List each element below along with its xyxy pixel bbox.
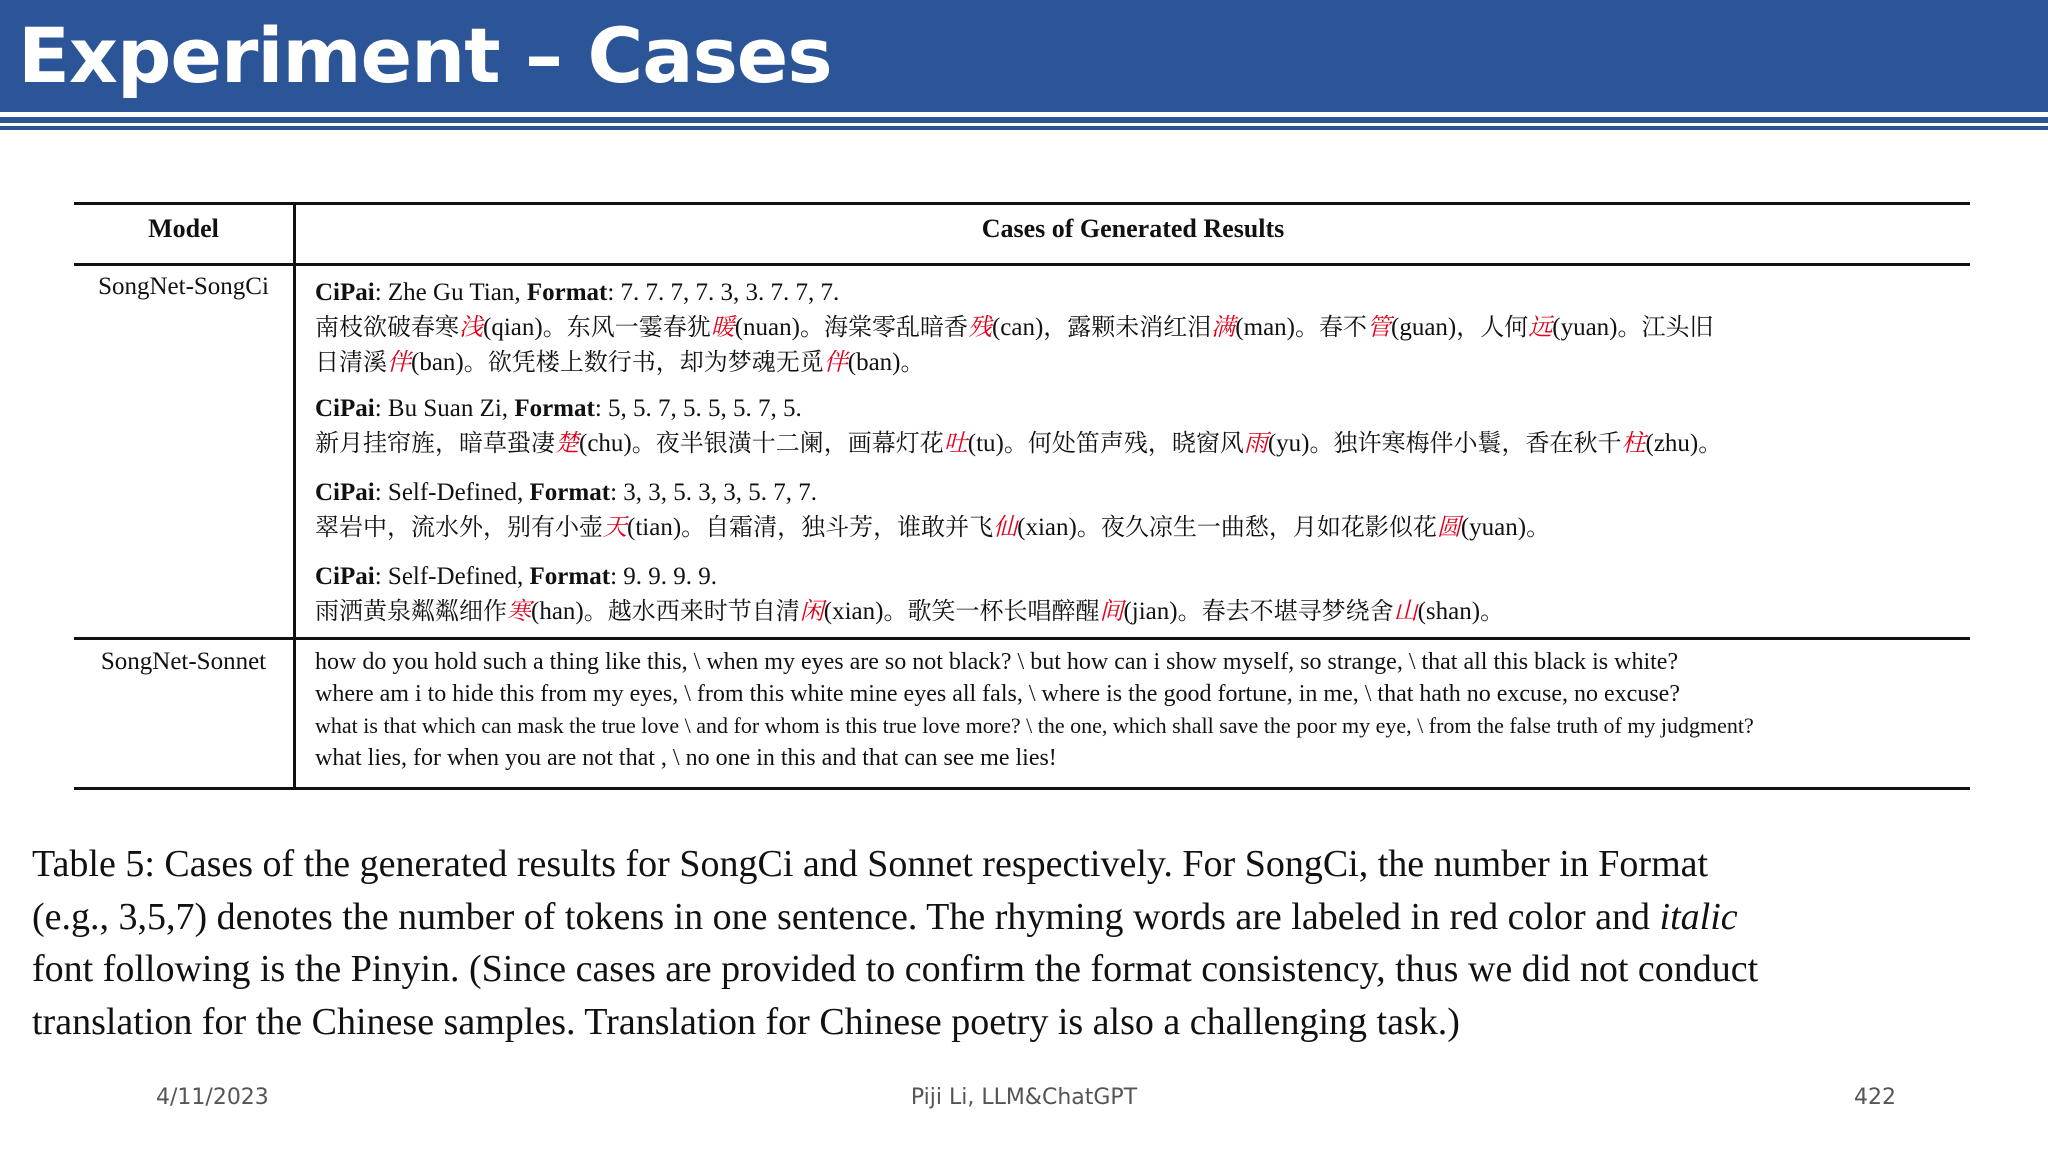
rhyme-word: 管 (1367, 313, 1391, 341)
rhyme-word: 寒 (507, 597, 531, 625)
table-bottom-rule (74, 787, 1970, 790)
poem-text: 。 (1480, 597, 1505, 625)
case-heading (315, 392, 1955, 426)
pinyin: (xian) (1017, 514, 1077, 541)
title-divider (0, 117, 2048, 123)
pinyin: (ban) (847, 349, 901, 376)
results-table (74, 202, 1970, 790)
caption-line: translation for the Chinese samples. Translation for Chinese poetry is also a challenging task.) (32, 1000, 1460, 1043)
format-value: : 9. 9. 9. 9. (610, 563, 718, 590)
poem-text: 日清溪 (315, 348, 387, 376)
pinyin: (yuan) (1460, 514, 1527, 541)
caption-text: (e.g., 3,5,7) denotes the number of tokens in one sentence. The rhyming words are labeled in red color and (32, 895, 1660, 938)
rhyme-word: 闲 (799, 597, 824, 625)
rhyme-word: 山 (1393, 597, 1418, 625)
rhyme-word: 雨 (1243, 429, 1268, 457)
rhyme-word: 浅 (459, 313, 483, 341)
pinyin: (chu) (579, 430, 632, 457)
poem-line (315, 510, 1955, 545)
caption-italic-word: italic (1659, 895, 1738, 938)
songci-case (315, 392, 1955, 461)
poem-text: 。 (900, 348, 925, 376)
poem-text: ，露颗未消红泪 (1043, 313, 1212, 341)
pinyin: (zhu) (1645, 430, 1699, 457)
table-header-rule (74, 263, 1970, 266)
poem-text: 。夜半银潢十二阑，画幕灯花 (631, 429, 944, 457)
caption-line: Table 5: Cases of the generated results for SongCi and Sonnet respectively. For SongCi, the number in Format (32, 843, 1709, 885)
poem-text: 雨洒黄泉粼粼细作 (315, 597, 507, 625)
pinyin: (nuan) (734, 314, 800, 341)
rhyme-word: 暖 (710, 313, 735, 341)
cipai-label: CiPai (315, 279, 375, 306)
pinyin: (qian) (483, 314, 543, 341)
poem-text: 。海棠零乱暗香 (799, 313, 968, 341)
pinyin: (ban) (411, 349, 464, 376)
title-bar (0, 0, 2048, 112)
pinyin: (jian) (1123, 598, 1178, 625)
pinyin: (yu) (1267, 430, 1310, 457)
rhyme-word: 伴 (823, 348, 848, 376)
table-column-divider (293, 202, 296, 790)
slide-title: Experiment – Cases (18, 11, 832, 100)
poem-text: 。春去不堪寻梦绕舍 (1177, 597, 1394, 625)
title-divider-thin (0, 126, 2048, 130)
format-value: : 7. 7. 7, 7. 3, 3. 7. 7, 7. (607, 279, 840, 306)
sonnet-case (315, 646, 1965, 774)
poem-text: 。独许寒梅伴小鬟，香在秋千 (1309, 429, 1622, 457)
rhyme-word: 仙 (993, 513, 1018, 541)
model-songci: SongNet-SongCi (98, 273, 269, 300)
sonnet-line: how do you hold such a thing like this, \ when my eyes are so not black? \ but how can i show myself, so strange, \ that all this black is white? (315, 649, 1679, 675)
header-cases: Cases of Generated Results (981, 214, 1285, 243)
poem-text: 。越水西来时节自清 (583, 597, 800, 625)
songci-case (315, 476, 1955, 545)
pinyin: (can) (991, 314, 1044, 341)
rhyme-word: 远 (1528, 313, 1553, 341)
rhyme-word: 楚 (555, 429, 579, 457)
table-top-rule (74, 202, 1970, 205)
poem-text: 。何处笛声残，晓窗风 (1003, 429, 1244, 457)
poem-text: 。 (1698, 429, 1723, 457)
poem-text: 新月挂帘旌，暗草蛩凄 (315, 429, 555, 457)
songci-case (315, 560, 1955, 629)
rhyme-word: 间 (1099, 597, 1124, 625)
caption-line (32, 891, 2016, 944)
rhyme-word: 吐 (943, 429, 968, 457)
format-label: Format (529, 563, 611, 590)
rhyme-word: 满 (1211, 313, 1236, 341)
rhyme-word: 圆 (1436, 513, 1461, 541)
poem-text: 。春不 (1295, 313, 1367, 341)
poem-text: ，人何 (1456, 313, 1529, 341)
poem-line (315, 594, 1955, 629)
format-value: : 3, 3, 5. 3, 3, 5. 7, 7. (610, 479, 818, 506)
poem-text: 。江头旧 (1617, 313, 1714, 341)
poem-line (315, 310, 1955, 345)
poem-text: 。自霜清，独斗芳，谁敢并飞 (681, 513, 994, 541)
cipai-label: CiPai (315, 479, 375, 506)
cipai-value: : Self-Defined, (374, 563, 530, 590)
cipai-label: CiPai (315, 395, 375, 422)
caption-line: font following is the Pinyin. (Since cases are provided to confirm the format consistency, thus we did not conduct (32, 948, 1759, 990)
case-heading (315, 560, 1955, 594)
pinyin: (xian) (823, 598, 884, 625)
table-mid-rule (74, 637, 1970, 640)
rhyme-word: 残 (967, 313, 992, 341)
cipai-value: : Bu Suan Zi, (374, 395, 515, 422)
pinyin: (han) (531, 598, 584, 625)
footer-date: 4/11/2023 (156, 1085, 269, 1110)
poem-text: 。东风一霎春犹 (542, 313, 711, 341)
sonnet-line: what lies, for when you are not that , \ no one in this and that can see me lies! (315, 745, 1057, 771)
poem-text: 翠岩中，流水外，别有小壶 (315, 513, 603, 541)
pinyin: (tu) (967, 430, 1004, 457)
footer-author: Piji Li, LLM&ChatGPT (910, 1085, 1138, 1110)
pinyin: (guan) (1391, 314, 1457, 341)
format-value: : 5, 5. 7, 5. 5, 5. 7, 5. (594, 395, 802, 422)
format-label: Format (514, 395, 595, 422)
pinyin: (yuan) (1552, 314, 1618, 341)
model-sonnet: SongNet-Sonnet (100, 648, 267, 675)
poem-text: 。欲凭楼上数行书，却为梦魂无觅 (463, 348, 824, 376)
songci-case (315, 276, 1955, 380)
pinyin: (shan) (1417, 598, 1481, 625)
sonnet-line: what is that which can mask the true love \ and for whom is this true love more? \ the one, which shall save the poor my eye, \ from the false truth of my judgment? (315, 713, 1754, 738)
cipai-label: CiPai (315, 563, 375, 590)
poem-text: 。歌笑一杯长唱醉醒 (883, 597, 1100, 625)
pinyin: (man) (1235, 314, 1295, 341)
poem-line (315, 345, 1955, 380)
sonnet-line: where am i to hide this from my eyes, \ from this white mine eyes all fals, \ where is the good fortune, in me, \ that hath no excuse, no excuse? (315, 681, 1680, 707)
case-heading (315, 476, 1955, 510)
table-caption (32, 838, 2016, 1048)
case-heading (315, 276, 1955, 310)
rhyme-word: 伴 (387, 348, 411, 376)
format-label: Format (526, 279, 608, 306)
poem-text: 南枝欲破春寒 (315, 313, 459, 341)
cipai-value: : Self-Defined, (374, 479, 530, 506)
rhyme-word: 柱 (1621, 429, 1646, 457)
rhyme-word: 天 (603, 513, 627, 541)
footer-page-number: 422 (1854, 1085, 1896, 1110)
poem-text: 。夜久凉生一曲愁，月如花影似花 (1076, 513, 1437, 541)
poem-line (315, 426, 1955, 461)
format-label: Format (529, 479, 611, 506)
pinyin: (tian) (627, 514, 682, 541)
header-model: Model (148, 214, 219, 243)
cipai-value: : Zhe Gu Tian, (374, 279, 527, 306)
poem-text: 。 (1526, 513, 1551, 541)
